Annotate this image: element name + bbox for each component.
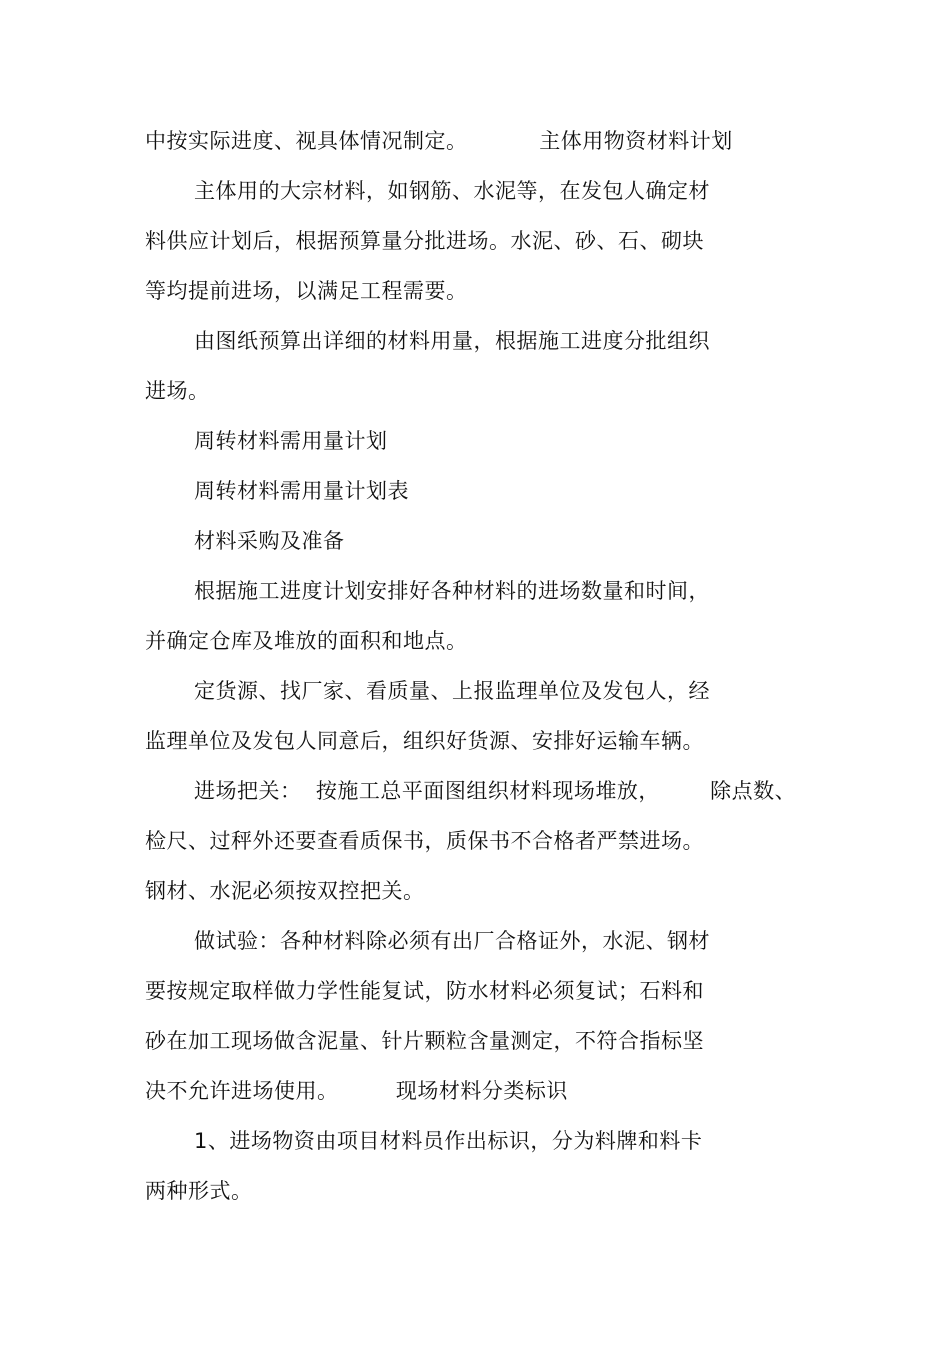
section-heading: 材料采购及准备 — [194, 529, 345, 553]
text-line: 要按规定取样做力学性能复试，防水材料必须复试；石料和 — [145, 979, 704, 1003]
text-line: 1、进场物资由项目材料员作出标识，分为料牌和料卡 — [194, 1129, 703, 1153]
text-line: 料供应计划后，根据预算量分批进场。水泥、砂、石、砌块 — [145, 229, 704, 253]
text-line: 进场。 — [145, 379, 210, 403]
text-line: 由图纸预算出详细的材料用量，根据施工进度分批组织 — [194, 329, 710, 353]
text-line: 主体用的大宗材料，如钢筋、水泥等，在发包人确定材 — [194, 179, 710, 203]
text-line: 根据施工进度计划安排好各种材料的进场数量和时间， — [194, 579, 710, 603]
text-line: 决不允许进场使用。 现场材料分类标识 — [145, 1079, 568, 1103]
section-heading: 周转材料需用量计划 — [194, 429, 388, 453]
text-line: 钢材、水泥必须按双控把关。 — [145, 879, 425, 903]
text-line: 做试验：各种材料除必须有出厂合格证外，水泥、钢材 — [194, 929, 710, 953]
text-line: 等均提前进场，以满足工程需要。 — [145, 279, 468, 303]
text-line: 进场把关： 按施工总平面图组织材料现场堆放， 除点数、 — [194, 779, 797, 803]
text-line: 定货源、找厂家、看质量、上报监理单位及发包人，经 — [194, 679, 710, 703]
text-line: 并确定仓库及堆放的面积和地点。 — [145, 629, 468, 653]
text-line: 两种形式。 — [145, 1179, 253, 1203]
text-line: 检尺、过秤外还要查看质保书，质保书不合格者严禁进场。 — [145, 829, 704, 853]
section-heading: 周转材料需用量计划表 — [194, 479, 409, 503]
text-line: 监理单位及发包人同意后，组织好货源、安排好运输车辆。 — [145, 729, 704, 753]
text-line: 中按实际进度、视具体情况制定。 主体用物资材料计划 — [145, 129, 733, 153]
text-line: 砂在加工现场做含泥量、针片颗粒含量测定，不符合指标坚 — [145, 1029, 704, 1053]
